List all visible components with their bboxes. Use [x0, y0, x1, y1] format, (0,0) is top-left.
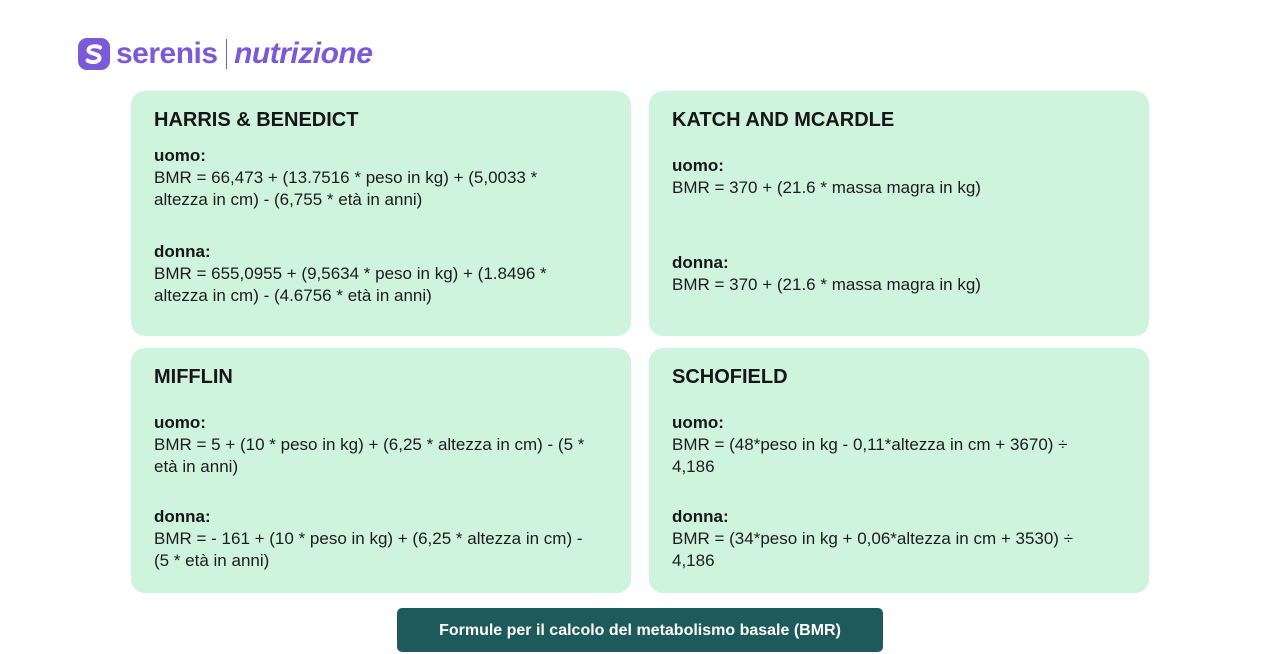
female-formula-block [154, 241, 591, 307]
female-label: donna: [672, 507, 729, 526]
female-formula: BMR = - 161 + (10 * peso in kg) + (6,25 * altezza in cm) - (5 * età in anni) [154, 529, 583, 570]
male-formula: BMR = 370 + (21.6 * massa magra in kg) [672, 178, 981, 197]
female-label: donna: [154, 242, 211, 261]
brand-product: nutrizione [234, 37, 373, 70]
male-formula-block [672, 155, 1109, 199]
female-formula: BMR = 655,0955 + (9,5634 * peso in kg) + (1.8496 * altezza in cm) - (4.6756 * età in anni) [154, 264, 547, 305]
female-label: donna: [154, 507, 211, 526]
male-label: uomo: [672, 156, 724, 175]
male-formula: BMR = (48*peso in kg - 0,11*altezza in cm + 3670) ÷ 4,186 [672, 435, 1068, 476]
card-title: HARRIS & BENEDICT [154, 109, 359, 131]
female-formula: BMR = (34*peso in kg + 0,06*altezza in cm + 3530) ÷ 4,186 [672, 529, 1074, 570]
card-title: MIFFLIN [154, 366, 233, 388]
card-harris-benedict [131, 91, 631, 336]
brand-divider [226, 39, 228, 69]
female-formula-block [672, 252, 1109, 296]
card-title: SCHOFIELD [672, 366, 788, 388]
brand-name: serenis [116, 37, 218, 70]
card-katch-mcardle [649, 91, 1149, 336]
male-label: uomo: [154, 413, 206, 432]
female-formula-block [672, 506, 1109, 572]
male-formula-block [154, 145, 591, 211]
male-formula: BMR = 66,473 + (13.7516 * peso in kg) + (5,0033 * altezza in cm) - (6,755 * età in anni) [154, 168, 538, 209]
female-formula: BMR = 370 + (21.6 * massa magra in kg) [672, 275, 981, 294]
male-label: uomo: [154, 146, 206, 165]
female-label: donna: [672, 253, 729, 272]
card-mifflin [131, 348, 631, 593]
card-title: KATCH AND MCARDLE [672, 109, 895, 131]
male-label: uomo: [672, 413, 724, 432]
female-formula-block [154, 506, 591, 572]
formula-grid [131, 91, 1149, 593]
male-formula: BMR = 5 + (10 * peso in kg) + (6,25 * altezza in cm) - (5 * età in anni) [154, 435, 585, 476]
card-schofield [649, 348, 1149, 593]
brand-logo [78, 36, 372, 72]
male-formula-block [154, 412, 591, 478]
male-formula-block [672, 412, 1109, 478]
serenis-logo-icon [78, 38, 110, 70]
caption-banner: Formule per il calcolo del metabolismo basale (BMR) [397, 608, 883, 652]
